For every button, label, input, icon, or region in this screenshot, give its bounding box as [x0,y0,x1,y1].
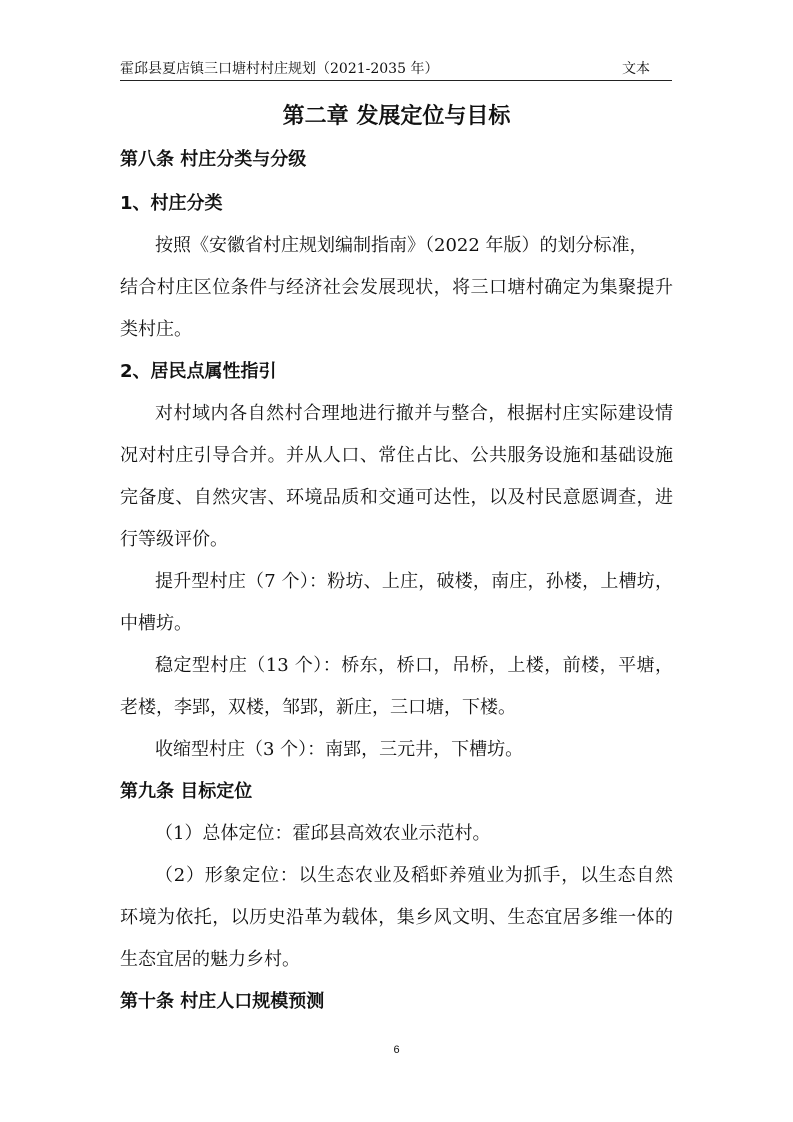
article-9-title: 第九条 目标定位 [120,781,253,802]
shrink-villages-line: 收缩型村庄（3 个）：南郢，三元井，下槽坊。 [155,739,524,760]
section-1-line-2: 结合村庄区位条件与经济社会发展现状，将三口塘村确定为集聚提升 [120,277,673,298]
article-8-title: 第八条 村庄分类与分级 [120,149,307,170]
goal-item-2-line-2: 环境为依托，以历史沿革为载体，集乡风文明、生态宜居多维一体的 [120,907,673,928]
stable-villages-line-1: 稳定型村庄（13 个）：桥东，桥口，吊桥，上楼，前楼，平塘， [155,655,673,676]
section-2-line-3: 完备度、自然灾害、环境品质和交通可达性，以及村民意愿调查，进 [120,487,673,508]
page-header [120,58,672,80]
section-2-title: 2、居民点属性指引 [120,361,277,382]
chapter-title: 第二章 发展定位与目标 [282,104,511,129]
upgrade-villages-line-2: 中槽坊。 [120,613,192,634]
section-2-line-4: 行等级评价。 [120,529,228,550]
stable-villages-line-2: 老楼，李郢，双楼，邹郢，新庄，三口塘，下楼。 [120,697,516,718]
section-2-line-2: 况对村庄引导合并。并从人口、常住占比、公共服务设施和基础设施 [120,445,673,466]
section-1-title: 1、村庄分类 [120,193,223,214]
page-number: 6 [393,1044,400,1056]
section-1-line-3: 类村庄。 [120,319,192,340]
header-title: 霍邱县夏店镇三口塘村村庄规划（2021-2035 年） [120,61,439,77]
article-10-title: 第十条 村庄人口规模预测 [120,991,325,1012]
header-rule [120,80,672,81]
header-label: 文本 [622,61,650,77]
goal-item-2-line-3: 生态宜居的魅力乡村。 [120,949,300,970]
goal-item-1: （1）总体定位：霍邱县高效农业示范村。 [155,823,491,844]
upgrade-villages-line-1: 提升型村庄（7 个）：粉坊、上庄，破楼，南庄，孙楼，上槽坊， [155,571,673,592]
section-1-line-1: 按照《安徽省村庄规划编制指南》（2022 年版）的划分标准， [155,235,648,256]
goal-item-2-line-1: （2）形象定位：以生态农业及稻虾养殖业为抓手，以生态自然 [155,865,673,886]
section-2-line-1: 对村域内各自然村合理地进行撤并与整合，根据村庄实际建设情 [155,403,673,424]
